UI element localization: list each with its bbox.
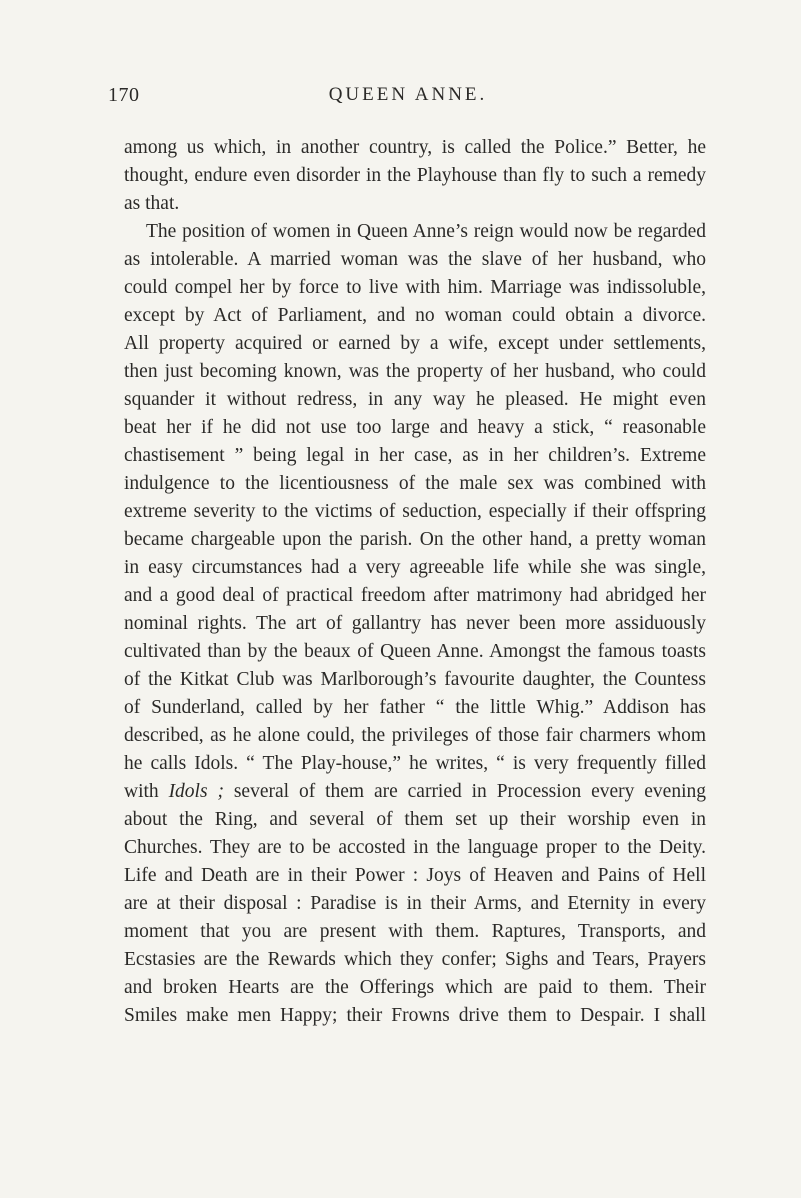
text-line: of Sunderland, called by her father “ the little Whig.” Addison has [124, 697, 706, 718]
text-line: in easy circumstances had a very agreeable life while she was single, [124, 557, 706, 578]
text-line: as that. [124, 193, 180, 214]
text-line: except by Act of Parliament, and no woman could obtain a divorce. [124, 305, 706, 326]
text-line: and broken Hearts are the Offerings which are paid to them. Their [124, 977, 706, 998]
text-line: Life and Death are in their Power : Joys of Heaven and Pains of Hell [124, 865, 706, 886]
text-line: beat her if he did not use too large and heavy a stick, “ reasonable [124, 417, 706, 438]
text-line: nominal rights. The art of gallantry has never been more assiduously [124, 613, 706, 634]
text-line: then just becoming known, was the property of her husband, who could [124, 361, 706, 382]
text-line: cultivated than by the beaux of Queen Anne. Amongst the famous toasts [124, 641, 706, 662]
text-line: among us which, in another country, is called the Police.” Better, he [124, 137, 706, 158]
running-title: QUEEN ANNE. [328, 84, 488, 105]
text-line: Churches. They are to be accosted in the language proper to the Deity. [124, 837, 706, 858]
text-line [124, 778, 706, 806]
text-line: chastisement ” being legal in her case, as in her children’s. Extreme [124, 445, 706, 466]
text-line: extreme severity to the victims of seduction, especially if their offspring [124, 501, 706, 522]
text-line: of the Kitkat Club was Marlborough’s favourite daughter, the Countess [124, 669, 706, 690]
text-line-segment: with [124, 781, 169, 802]
text-line: squander it without redress, in any way he pleased. He might even [124, 389, 706, 410]
page-number: 170 [108, 84, 140, 106]
text-line: and a good deal of practical freedom after matrimony had abridged her [124, 585, 706, 606]
text-line: became chargeable upon the parish. On the other hand, a pretty woman [124, 529, 706, 550]
text-line: Smiles make men Happy; their Frowns drive them to Despair. I shall [124, 1005, 706, 1026]
text-line: as intolerable. A married woman was the slave of her husband, who [124, 249, 706, 270]
text-line: The position of women in Queen Anne’s reign would now be regarded [146, 221, 706, 242]
text-line: described, as he alone could, the privileges of those fair charmers whom [124, 725, 706, 746]
text-line-segment: several of them are carried in Procession every evening [223, 781, 706, 802]
text-line: thought, endure even disorder in the Playhouse than fly to such a remedy [124, 165, 706, 186]
text-line: Ecstasies are the Rewards which they confer; Sighs and Tears, Prayers [124, 949, 706, 970]
italic-text: Idols ; [168, 781, 224, 802]
text-line: about the Ring, and several of them set up their worship even in [124, 809, 706, 830]
text-line: moment that you are present with them. Raptures, Transports, and [124, 921, 706, 942]
text-line: could compel her by force to live with him. Marriage was indissoluble, [124, 277, 706, 298]
text-line: he calls Idols. “ The Play-house,” he writes, “ is very frequently filled [124, 753, 706, 774]
text-line: All property acquired or earned by a wife, except under settlements, [124, 333, 706, 354]
text-line: indulgence to the licentiousness of the male sex was combined with [124, 473, 706, 494]
body-text [124, 134, 706, 1030]
text-line: are at their disposal : Paradise is in their Arms, and Eternity in every [124, 893, 706, 914]
running-head [108, 84, 708, 110]
